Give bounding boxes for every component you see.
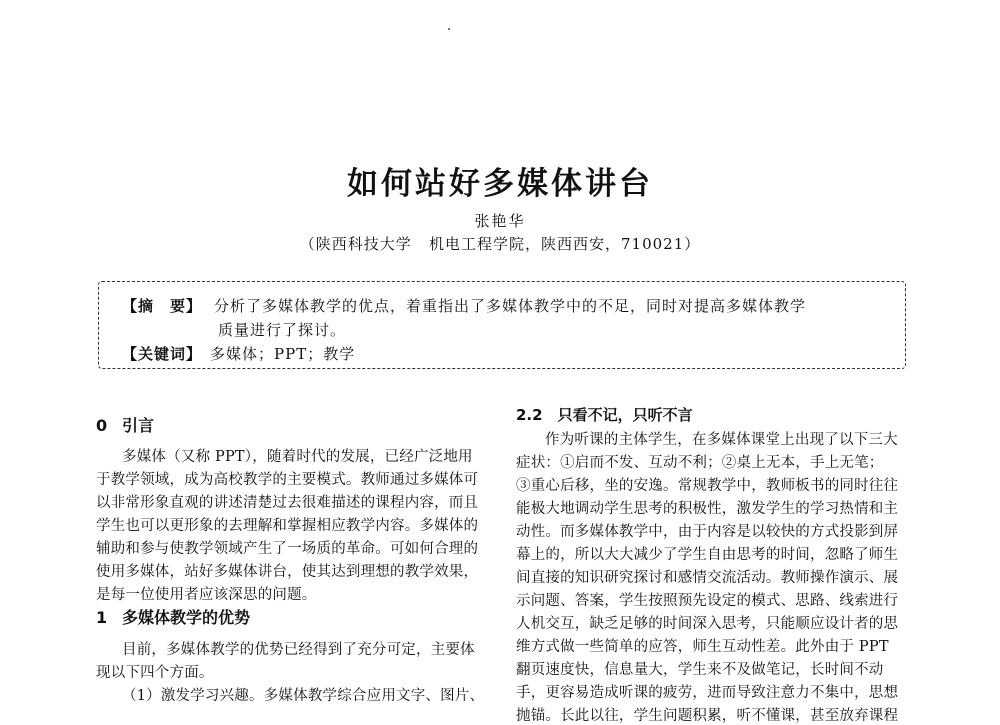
paragraph-line: ③重心后移，坐的安逸。常规教学中，教师板书的同时往往 bbox=[516, 478, 899, 494]
subsection-2-2-heading: 2.2 只看不记，只听不言 bbox=[516, 406, 693, 424]
paragraph-line: 使用多媒体，站好多媒体讲台，使其达到理想的教学效果， bbox=[96, 564, 479, 580]
paragraph-line: 目前，多媒体教学的优势已经得到了充分可定，主要体 bbox=[122, 642, 475, 658]
abstract-text-line: 质量进行了探讨。 bbox=[218, 321, 347, 339]
paragraph-line: 多媒体（又称 PPT），随着时代的发展，已经广泛地用 bbox=[122, 449, 473, 465]
paragraph-line: 间直接的知识研究探讨和感情交流活动。教师操作演示、展 bbox=[516, 570, 899, 586]
section-title: 多媒体教学的优势 bbox=[122, 608, 251, 627]
paragraph-line: 辅助和参与使教学领域产生了一场质的革命。可如何合理的 bbox=[96, 541, 479, 557]
paragraph-line: 动性。而多媒体教学中，由于内容是以较快的方式投影到屏 bbox=[516, 524, 899, 540]
paragraph-line: 现以下四个方面。 bbox=[96, 665, 214, 681]
keywords-label: 【关键词】 bbox=[122, 345, 203, 363]
paragraph-line: 手，更容易造成听课的疲劳，进而导致注意力不集中，思想 bbox=[516, 685, 899, 701]
paragraph-line: 能极大地调动学生思考的积极性，激发学生的学习热情和主 bbox=[516, 501, 899, 517]
abstract-text-line: 分析了多媒体教学的优点，着重指出了多媒体教学中的不足，同时对提高多媒体教学 bbox=[214, 297, 807, 315]
paragraph-line: 翻页速度快，信息量大，学生来不及做笔记，长时间不动 bbox=[516, 662, 884, 678]
paragraph-line: 是每一位使用者应该深思的问题。 bbox=[96, 587, 317, 603]
paragraph-line: 维方式做一些简单的应答，师生互动性差。此外由于 PPT bbox=[516, 639, 889, 655]
paragraph-line: 以非常形象直观的讲述清楚过去很难描述的课程内容，而且 bbox=[96, 495, 479, 511]
paper-title: 如何站好多媒体讲台 bbox=[347, 166, 653, 202]
section-title: 引言 bbox=[122, 416, 155, 435]
abstract-label: 【摘 要】 bbox=[122, 297, 203, 315]
paragraph-line: 作为听课的主体学生，在多媒体课堂上出现了以下三大 bbox=[545, 432, 898, 448]
keywords-row bbox=[122, 343, 355, 364]
paragraph-line: 示问题、答案，学生按照预先设定的模式、思路、线索进行 bbox=[516, 593, 899, 609]
section-0-heading bbox=[96, 413, 154, 436]
abstract-row-1 bbox=[122, 295, 806, 316]
paragraph-line: 抛锚。长此以往，学生问题积累，听不懂课，甚至放弃课程 bbox=[516, 708, 899, 724]
paragraph-line: （1）激发学习兴趣。多媒体教学综合应用文字、图片、 bbox=[122, 688, 485, 704]
section-1-heading bbox=[96, 605, 250, 628]
abstract-row-2 bbox=[218, 319, 346, 340]
author-name: 张艳华 bbox=[474, 212, 526, 230]
section-number: 1 bbox=[96, 608, 108, 627]
section-number: 0 bbox=[96, 416, 108, 435]
paragraph-line: 幕上的，所以大大减少了学生自由思考的时间，忽略了师生 bbox=[516, 547, 899, 563]
affiliation: （陕西科技大学 机电工程学院，陕西西安，710021） bbox=[299, 235, 701, 253]
paragraph-line: 学生也可以更形象的去理解和掌握相应教学内容。多媒体的 bbox=[96, 518, 479, 534]
keywords-text: 多媒体；PPT；教学 bbox=[210, 345, 356, 363]
paragraph-line: 于教学领域，成为高校教学的主要模式。教师通过多媒体可 bbox=[96, 472, 479, 488]
scan-speck bbox=[448, 28, 450, 30]
paragraph-line: 人机交互，缺乏足够的时间深入思考，只能顺应设计者的思 bbox=[516, 616, 899, 632]
paragraph-line: 症状：①启而不发、互动不利；②桌上无本，手上无笔； bbox=[516, 455, 884, 471]
